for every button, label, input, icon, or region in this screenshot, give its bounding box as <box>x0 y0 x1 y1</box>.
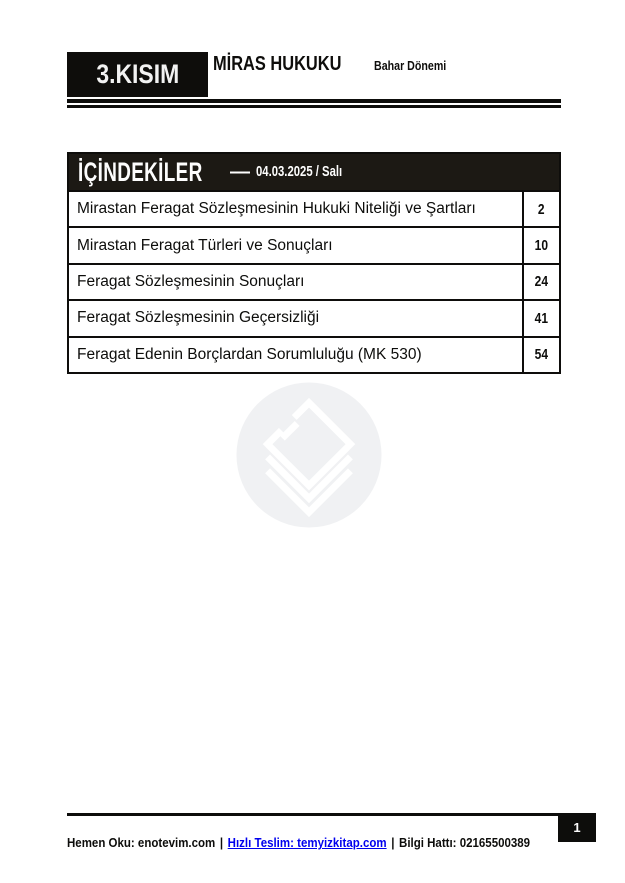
section-number-box <box>67 52 208 97</box>
toc-row <box>69 299 559 335</box>
footer-divider <box>67 813 558 816</box>
toc-dash: — <box>230 160 251 183</box>
header-title-block <box>213 53 462 76</box>
footer-separator: | <box>391 836 395 850</box>
toc-entry-title: Mirastan Feragat Sözleşmesinin Hukuki Niteliği ve Şartları <box>77 200 476 218</box>
toc-row <box>69 226 559 262</box>
header-divider <box>67 99 561 108</box>
toc-entry-page: 41 <box>522 301 559 335</box>
toc-entry-page: 54 <box>522 338 559 372</box>
stacked-diamond-layers-icon <box>235 381 383 529</box>
toc-date: 04.03.2025 / Salı <box>256 164 343 180</box>
toc-entry-page: 2 <box>522 192 559 226</box>
toc-entry-title: Mirastan Feragat Türleri ve Sonuçları <box>77 236 333 254</box>
toc-row <box>69 190 559 226</box>
toc-entry-page: 24 <box>522 265 559 299</box>
footer-info-line-text: Bilgi Hattı: 02165500389 <box>399 836 531 850</box>
toc-header-bar <box>69 154 559 190</box>
footer-read-now-text: Hemen Oku: enotevim.com <box>67 836 216 850</box>
toc-entry-title: Feragat Edenin Borçlardan Sorumluluğu (MK 530) <box>77 345 422 363</box>
table-of-contents <box>67 152 561 374</box>
footer-separator: | <box>219 836 224 850</box>
header-divider-thin-line <box>67 105 561 108</box>
toc-heading: İÇİNDEKİLER <box>78 156 203 187</box>
toc-entry-title: Feragat Sözleşmesinin Geçersizliği <box>77 309 320 327</box>
document-title: MİRAS HUKUKU <box>213 53 342 75</box>
footer-contact-line <box>67 836 530 850</box>
toc-row <box>69 336 559 372</box>
page-number-badge: 1 <box>558 813 596 842</box>
toc-row <box>69 263 559 299</box>
footer-delivery-link[interactable]: Hızlı Teslim: temyizkitap.com <box>227 836 387 850</box>
toc-entry-page: 10 <box>522 228 559 262</box>
toc-entry-title: Feragat Sözleşmesinin Sonuçları <box>77 272 305 290</box>
document-subtitle: Bahar Dönemi <box>374 58 447 73</box>
section-number-label: 3.KISIM <box>96 59 179 89</box>
